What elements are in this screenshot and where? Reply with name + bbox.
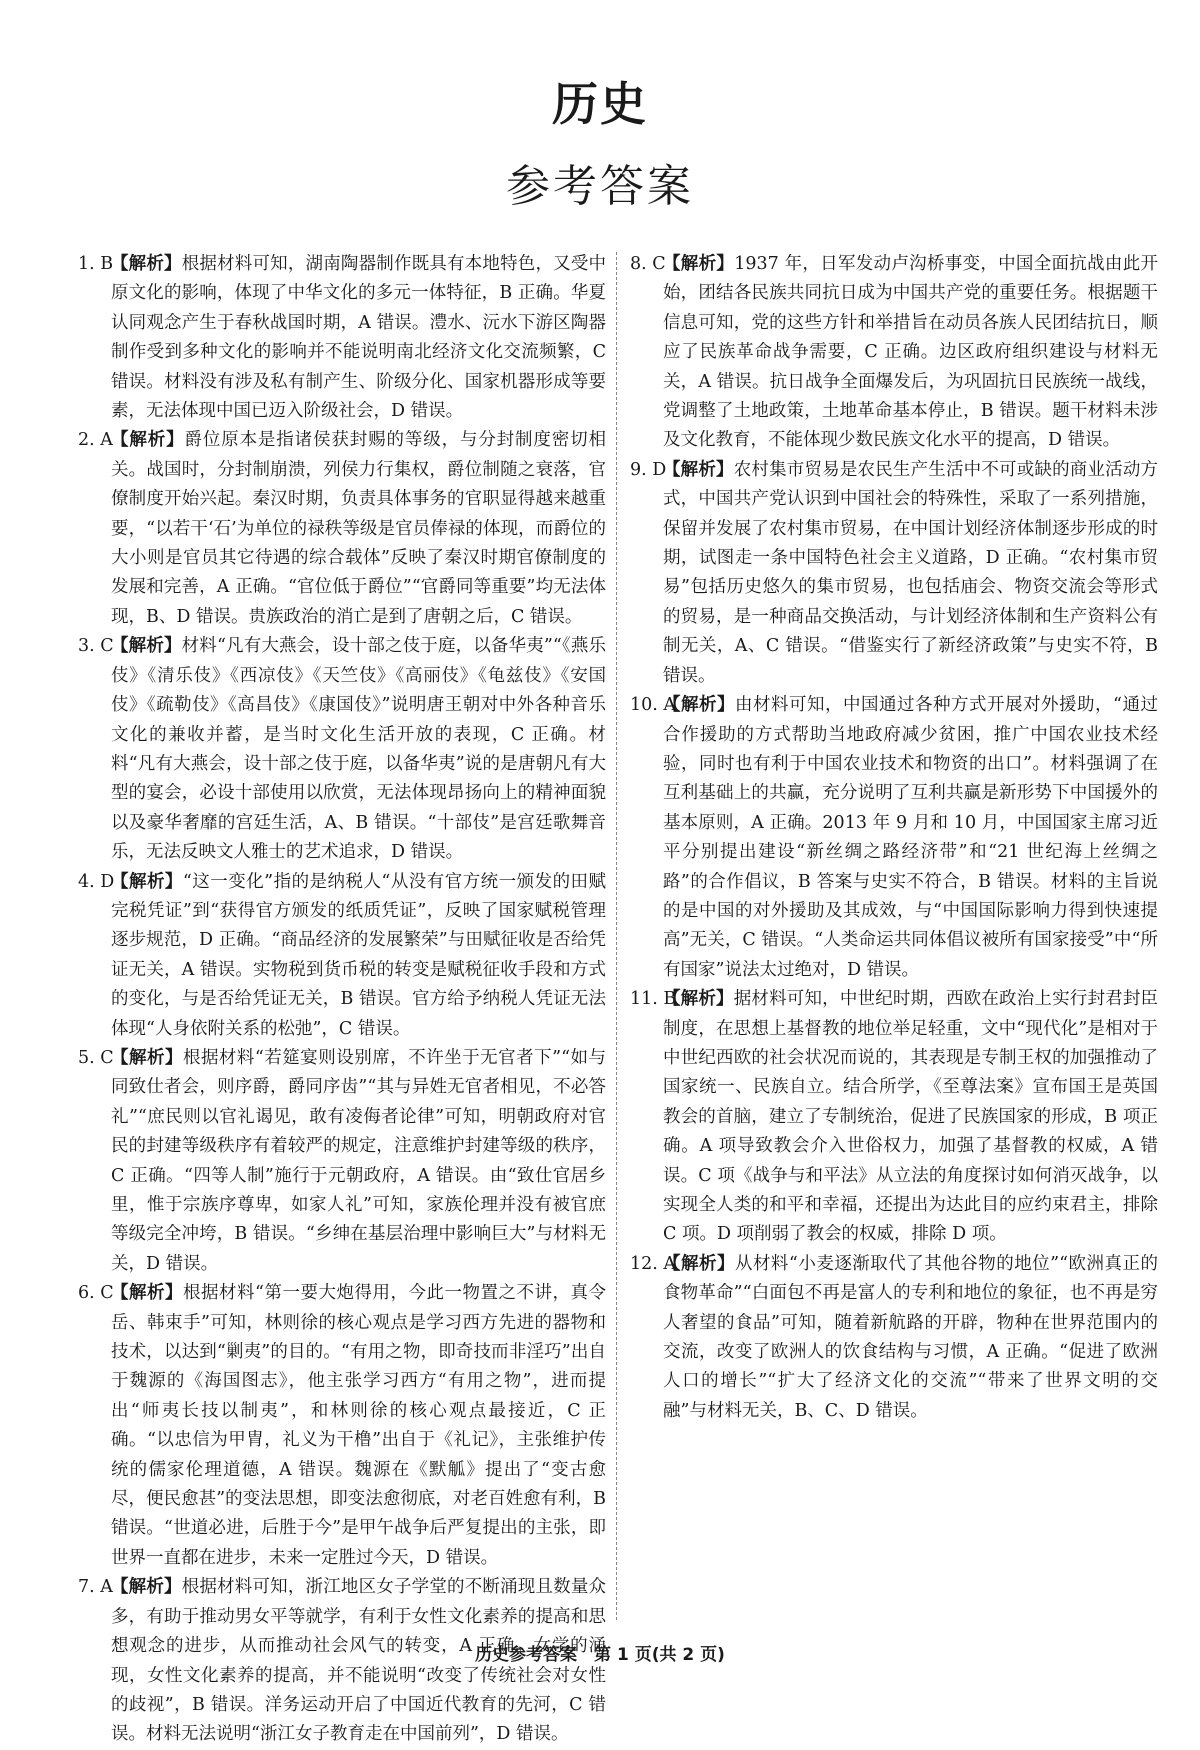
answer-text: 根据材料可知，浙江地区女子学堂的不断涌现且数量众多，有助于推动男女平等就学，有利于女性文化素养的提高和思想观念的进步，从而推动社会风气的转变，A 正确。女学的涌现，女性文化素养的提高，并不能说明“改变了传统社会对女性的歧视”，B 错误。洋务运动开启了中国近代教育的先河，C 错误。材料无法说明“浙江女子教育走在中国前列”，D 错误。 (111, 1577, 607, 1745)
answer-number: 12. A (630, 1253, 677, 1274)
analysis-tag: 【解析】 (663, 254, 735, 274)
analysis-tag: 【解析】 (111, 254, 182, 274)
answer-item (630, 691, 1158, 985)
answer-text: 据材料可知，中世纪时期，西欧在政治上实行封君封臣制度，在思想上基督教的地位举足轻重，文中“现代化”是相对于中世纪西欧的社会状况而说的，其表现是专制王权的加强推动了国家统一、民族自立。结合所学，《至尊法案》宣布国王是英国教会的首脑，建立了专制统治，促进了民族国家的形成，B 项正确。A 项导致教会介入世俗权力，加强了基督教的权威，A 错误。C 项《战争与和平法》从立法的角度探讨如何消灭战争，以实现全人类的和平和幸福，还提出为达此目的应约束君主，排除 C 项。D 项削弱了教会的权威，排除 D 项。 (663, 989, 1159, 1245)
answer-text: 从材料“小麦逐渐取代了其他谷物的地位”“欧洲真正的食物革命”“白面包不再是富人的专利和地位的象征，也不再是穷人奢望的食品”可知，随着新航路的开辟，物种在世界范围内的交流，改变了欧洲人的饮食结构与习惯，A 正确。“促进了欧洲人口的增长”“扩大了经济文化的交流”“带来了世界文明的交融”与材料无关，B、C、D 错误。 (663, 1253, 1158, 1421)
analysis-tag: 【解析】 (663, 1253, 735, 1274)
answer-number: 6. C (78, 1283, 114, 1304)
answer-column-left (78, 250, 606, 1750)
analysis-tag: 【解析】 (663, 459, 734, 480)
answer-item (78, 250, 606, 426)
column-divider (616, 252, 617, 1620)
answer-text: 爵位原本是指诸侯获封赐的等级，与分封制度密切相关。战国时，分封制崩溃，列侯力行集权，爵位制随之衰落，官僚制度开始兴起。秦汉时期，负责具体事务的官职显得越来越重要，“以若干‘石’为单位的禄秩等级是官员俸禄的体现，而爵位的大小则是官员其它待遇的综合载体”反映了秦汉时期官僚制度的发展和完善，A 正确。“官位低于爵位”“官爵同等重要”均无法体现，B、D 错误。贵族政治的消亡是到了唐朝之后，C 错误。 (111, 430, 607, 627)
analysis-tag: 【解析】 (111, 430, 185, 451)
answer-text: 农村集市贸易是农民生产生活中不可或缺的商业活动方式，中国共产党认识到中国社会的特殊性，采取了一系列措施，保留并发展了农村集市贸易，在中国计划经济体制逐步形成的时期，试图走一条中国特色社会主义道路，D 正确。“农村集市贸易”包括历史悠久的集市贸易，也包括庙会、物资交流会等形式的贸易，是一种商品交换活动，与计划经济体制和生产资料公有制无关，A、C 错误。“借鉴实行了新经济政策”与史实不符，B 错误。 (663, 459, 1159, 686)
answer-column-right (630, 250, 1158, 1426)
answer-item (78, 1279, 606, 1573)
answer-number: 2. A (78, 430, 113, 451)
answer-text: 1937 年，日军发动卢沟桥事变，中国全面抗战由此开始，团结各民族共同抗日成为中国共产党的重要任务。根据题干信息可知，党的这些方针和举措旨在动员各族人民团结抗日，顺应了民族革命战争需要，C 正确。边区政府组织建设与材料无关，A 错误。抗日战争全面爆发后，为巩固抗日民族统一战线，党调整了土地政策，土地革命基本停止，B 错误。题干材料未涉及文化教育，不能体现少数民族文化水平的提高，D 错误。 (663, 254, 1158, 451)
answer-text: 材料“凡有大燕会，设十部之伎于庭，以备华夷”“《燕乐伎》《清乐伎》《西凉伎》《天竺伎》《高丽伎》《龟兹伎》《安国伎》《疏勒伎》《高昌伎》《康国伎》”说明唐王朝对中外各种音乐文化的兼收并蓄，是当时文化生活开放的表现，C 正确。材料“凡有大燕会，设十部之伎于庭，以备华夷”说的是唐朝凡有大型的宴会，必设十部使用以欣赏，无法体现昂扬向上的精神面貌以及豪华奢靡的宫廷生活，A、B 错误。“十部伎”是宫廷歌舞音乐，无法反映文人雅士的艺术追求，D 错误。 (111, 636, 607, 863)
page-subtitle: 参考答案 (506, 161, 694, 212)
answer-item (78, 632, 606, 867)
analysis-tag: 【解析】 (111, 871, 183, 892)
answer-item (78, 868, 606, 1044)
answer-number: 5. C (78, 1047, 114, 1068)
answer-number: 3. C (78, 636, 114, 657)
answer-item (78, 1044, 606, 1279)
answer-number: 9. D (630, 459, 667, 480)
answer-text: 根据材料“第一要大炮得用，今此一物置之不讲，真令岳、韩束手”可知，林则徐的核心观点是学习西方先进的器物和技术，以达到“剿夷”的目的。“有用之物，即奇技而非淫巧”出自于魏源的《海国图志》，他主张学习西方“有用之物”，进而提出“师夷长技以制夷”，和林则徐的核心观点最接近，C 正确。“以忠信为甲胄，礼义为干橹”出自于《礼记》，主张维护传统的儒家伦理道德，A 错误。魏源在《默觚》提出了“变古愈尽，便民愈甚”的变法思想，即变法愈彻底，对老百姓愈有利，B 错误。“世道必进，后胜于今”是甲午战争后严复提出的主张，即世界一直都在进步，未来一定胜过今天，D 错误。 (111, 1283, 607, 1568)
answer-text: 根据材料可知，湖南陶器制作既具有本地特色，又受中原文化的影响，体现了中华文化的多元一体特征，B 正确。华夏认同观念产生于春秋战国时期，A 错误。澧水、沅水下游区陶器制作受到多种文化的影响并不能说明南北经济文化交流频繁，C 错误。材料没有涉及私有制产生、阶级分化、国家机器形成等要素，无法体现中国已迈入阶级社会，D 错误。 (111, 254, 607, 422)
analysis-tag: 【解析】 (663, 989, 734, 1010)
answer-item (630, 456, 1158, 691)
answer-text: 根据材料“若筵宴则设别席，不许坐于无官者下”“如与同致仕者会，则序爵，爵同序齿”“其与异姓无官者相见，不必答礼”“庶民则以官礼谒见，敢有凌侮者论律”可知，明朝政府对官民的封建等级秩序有着较严的规定，注意维护封建等级的秩序，C 正确。“四等人制”施行于元朝政府，A 错误。由“致仕官居乡里，惟于宗族序尊卑，如家人礼”可知，家族伦理并没有被官庶等级完全冲垮，B 错误。“乡绅在基层治理中影响巨大”与材料无关，D 错误。 (111, 1047, 606, 1274)
analysis-tag: 【解析】 (111, 1047, 183, 1068)
page-footer: 历史参考答案 第 1 页(共 2 页) (475, 1645, 725, 1665)
answer-number: 8. C (630, 254, 666, 274)
answer-number: 10. A (630, 695, 677, 716)
analysis-tag: 【解析】 (111, 1577, 182, 1598)
answer-text: 由材料可知，中国通过各种方式开展对外援助，“通过合作援助的方式帮助当地政府减少贫困，推广中国农业技术经验，同时也有利于中国农业技术和物资的出口”。材料强调了在互利基础上的共赢，充分说明了互利共赢是新形势下中国援外的基本原则，A 正确。2013 年 9 月和 10 月，中国国家主席习近平分别提出建设“新丝绸之路经济带”和“21 世纪海上丝绸之路”的合作倡议，B 答案与史实不符合，B 错误。材料的主旨说的是中国的对外援助及其成效，与“中国国际影响力得到快速提高”无关，C 错误。“人类命运共同体倡议被所有国家接受”中“所有国家”说法太过绝对，D 错误。 (663, 695, 1159, 980)
answer-item (630, 1250, 1158, 1426)
answer-number: 7. A (78, 1577, 113, 1598)
analysis-tag: 【解析】 (111, 1283, 184, 1304)
analysis-tag: 【解析】 (111, 636, 182, 657)
page-title: 历史 (552, 77, 648, 131)
answer-text: “这一变化”指的是纳税人“从没有官方统一颁发的田赋完税凭证”到“获得官方颁发的纸质凭证”，反映了国家赋税管理逐步规范，D 正确。“商品经济的发展繁荣”与田赋征收是否给凭证无关，A 错误。实物税到货币税的转变是赋税征收手段和方式的变化，与是否给凭证无关，B 错误。官方给予纳税人凭证无法体现“人身依附关系的松弛”，C 错误。 (111, 871, 607, 1039)
answer-item (630, 985, 1158, 1250)
answer-item (78, 426, 606, 632)
answer-item (630, 250, 1158, 456)
answer-number: 11. B (630, 989, 677, 1010)
answer-number: 4. D (78, 871, 115, 892)
answer-number: 1. B (78, 254, 114, 274)
analysis-tag: 【解析】 (663, 695, 736, 716)
